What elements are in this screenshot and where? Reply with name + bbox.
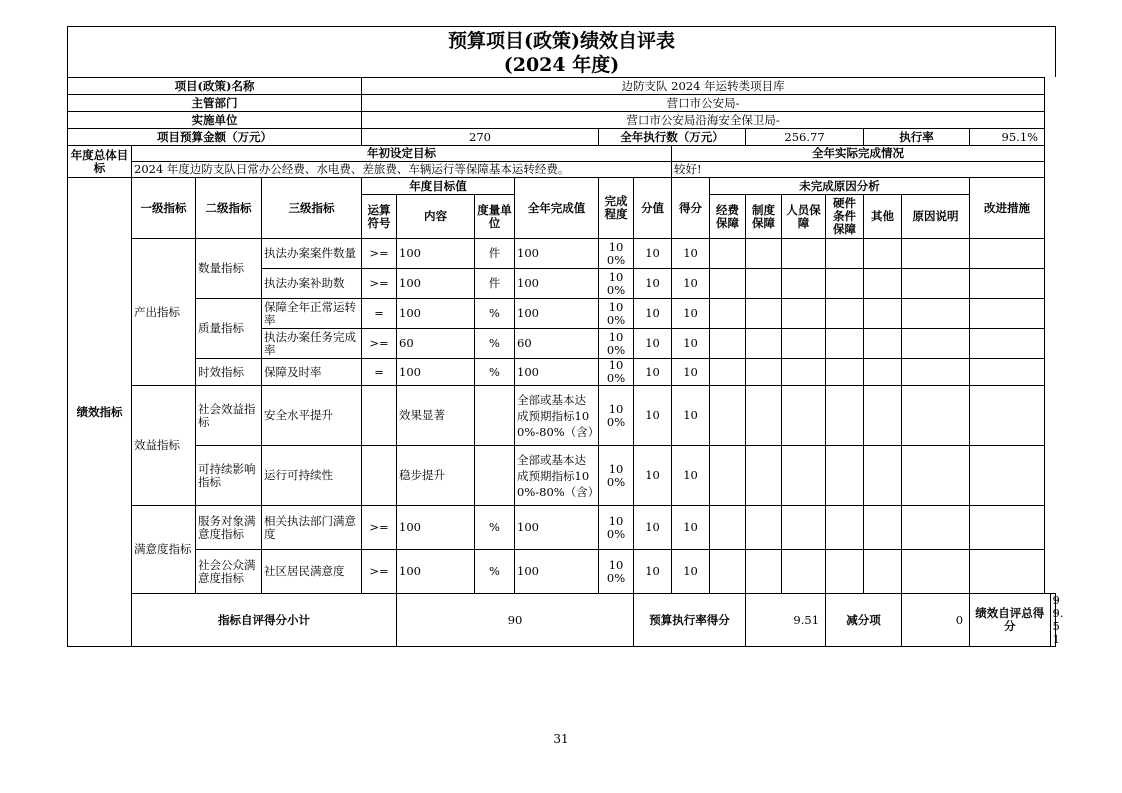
page-number: 31 — [553, 732, 569, 746]
degree-cell: 100% — [599, 239, 634, 269]
operator-header: 运算符号 — [362, 195, 397, 239]
score-value-cell: 10 — [634, 359, 672, 386]
table-row — [68, 386, 1056, 446]
content-cell: 100 — [397, 299, 475, 329]
score-value-cell: 10 — [634, 506, 672, 550]
table-row — [68, 550, 1056, 594]
degree-cell: 100% — [599, 386, 634, 446]
score-value-cell: 10 — [634, 299, 672, 329]
project-name-label: 项目(政策)名称 — [68, 78, 362, 95]
unit-value: 营口市公安局沿海安全保卫局- — [362, 112, 1045, 129]
operator-cell: >= — [362, 550, 397, 594]
output-indicator-group: 产出指标 — [132, 239, 196, 386]
operator-cell: >= — [362, 506, 397, 550]
annual-goal-label: 年度总体目标 — [68, 146, 132, 178]
unit-cell: % — [475, 550, 515, 594]
operator-cell — [362, 446, 397, 506]
score-cell: 10 — [672, 359, 710, 386]
sustainability-group: 可持续影响指标 — [196, 446, 262, 506]
table-row — [68, 506, 1056, 550]
quality-indicator-group: 质量指标 — [196, 299, 262, 359]
unit-cell: % — [475, 329, 515, 359]
actual-cell: 100 — [515, 239, 599, 269]
subtotal-label: 指标自评得分小计 — [132, 594, 397, 647]
content-cell: 100 — [397, 359, 475, 386]
initial-goal-text: 2024 年度边防支队日常办公经费、水电费、差旅费、车辆运行等保障基本运转经费。 — [132, 162, 672, 178]
rate-label: 执行率 — [864, 129, 970, 146]
reason-funds-header: 经费保障 — [710, 195, 746, 239]
actual-cell: 全部或基本达成预期指标100%-80%（含） — [515, 446, 599, 506]
level3-cell: 保障全年正常运转率 — [262, 299, 362, 329]
score-value-cell: 10 — [634, 446, 672, 506]
degree-cell: 100% — [599, 359, 634, 386]
content-cell: 100 — [397, 239, 475, 269]
actual-cell: 100 — [515, 550, 599, 594]
unit-header: 度量单位 — [475, 195, 515, 239]
reason-system-header: 制度保障 — [746, 195, 782, 239]
unit-cell: 件 — [475, 269, 515, 299]
exec-label: 全年执行数（万元） — [599, 129, 746, 146]
score-cell: 10 — [672, 299, 710, 329]
dept-value: 营口市公安局- — [362, 95, 1045, 112]
unit-cell — [475, 386, 515, 446]
initial-goal-header: 年初设定目标 — [132, 146, 672, 162]
level3-cell: 保障及时率 — [262, 359, 362, 386]
actual-cell: 全部或基本达成预期指标100%-80%（含） — [515, 386, 599, 446]
title-line-1: 预算项目(政策)绩效自评表 — [448, 30, 675, 52]
level3-cell: 运行可持续性 — [262, 446, 362, 506]
score-value-cell: 10 — [634, 239, 672, 269]
level3-cell: 执法办案补助数 — [262, 269, 362, 299]
timeliness-indicator-group: 时效指标 — [196, 359, 262, 386]
operator-cell: = — [362, 299, 397, 329]
content-cell: 效果显著 — [397, 386, 475, 446]
sheet-title — [67, 26, 1056, 77]
level1-header: 一级指标 — [132, 178, 196, 239]
score-value-cell: 10 — [634, 329, 672, 359]
level3-cell: 执法办案任务完成率 — [262, 329, 362, 359]
score-cell: 10 — [672, 550, 710, 594]
total-score-value: 99.51 — [1050, 594, 1055, 647]
table-row — [68, 299, 1056, 329]
level3-cell: 安全水平提升 — [262, 386, 362, 446]
actual-cell: 60 — [515, 329, 599, 359]
score-value-cell: 10 — [634, 550, 672, 594]
goals-text-row — [68, 162, 1056, 178]
operator-cell: >= — [362, 329, 397, 359]
content-cell: 100 — [397, 550, 475, 594]
info-row-unit — [68, 112, 1056, 129]
actual-cell: 100 — [515, 299, 599, 329]
actual-cell: 100 — [515, 506, 599, 550]
info-row-budget — [68, 129, 1056, 146]
total-score-label: 绩效自评总得分 — [970, 594, 1051, 647]
score-cell: 10 — [672, 269, 710, 299]
satisfaction-indicator-group: 满意度指标 — [132, 506, 196, 594]
deduction-label: 减分项 — [826, 594, 902, 647]
operator-cell: = — [362, 359, 397, 386]
level2-header: 二级指标 — [196, 178, 262, 239]
performance-indicators-label: 绩效指标 — [68, 178, 132, 647]
service-satisfaction-group: 服务对象满意度指标 — [196, 506, 262, 550]
operator-cell — [362, 386, 397, 446]
score-value-header: 分值 — [634, 178, 672, 239]
target-value-header: 年度目标值 — [362, 178, 515, 195]
score-cell: 10 — [672, 329, 710, 359]
reason-other-header: 其他 — [864, 195, 902, 239]
footer-row — [68, 594, 1056, 647]
degree-cell: 100% — [599, 329, 634, 359]
subtotal-value: 90 — [397, 594, 634, 647]
reason-analysis-header: 未完成原因分析 — [710, 178, 970, 195]
content-header: 内容 — [397, 195, 475, 239]
unit-cell: 件 — [475, 239, 515, 269]
degree-header: 完成程度 — [599, 178, 634, 239]
goals-header-row — [68, 146, 1056, 162]
level3-cell: 社区居民满意度 — [262, 550, 362, 594]
level3-header: 三级指标 — [262, 178, 362, 239]
budget-value: 270 — [362, 129, 599, 146]
public-satisfaction-group: 社会公众满意度指标 — [196, 550, 262, 594]
budget-label: 项目预算金额（万元） — [68, 129, 362, 146]
degree-cell: 100% — [599, 299, 634, 329]
score-header: 得分 — [672, 178, 710, 239]
content-cell: 60 — [397, 329, 475, 359]
dept-label: 主管部门 — [68, 95, 362, 112]
level3-cell: 执法办案案件数量 — [262, 239, 362, 269]
unit-cell: % — [475, 506, 515, 550]
social-benefit-group: 社会效益指标 — [196, 386, 262, 446]
content-cell: 100 — [397, 269, 475, 299]
score-value-cell: 10 — [634, 269, 672, 299]
evaluation-sheet — [67, 26, 1064, 647]
info-row-dept — [68, 95, 1056, 112]
degree-cell: 100% — [599, 550, 634, 594]
unit-cell — [475, 446, 515, 506]
evaluation-table — [67, 77, 1064, 647]
exec-value: 256.77 — [746, 129, 864, 146]
content-cell: 100 — [397, 506, 475, 550]
rate-value: 95.1% — [970, 129, 1045, 146]
score-cell: 10 — [672, 386, 710, 446]
info-row-name — [68, 78, 1056, 95]
score-value-cell: 10 — [634, 386, 672, 446]
table-row — [68, 446, 1056, 506]
reason-staff-header: 人员保障 — [782, 195, 826, 239]
score-cell: 10 — [672, 239, 710, 269]
unit-label: 实施单位 — [68, 112, 362, 129]
project-name-value: 边防支队 2024 年运转类项目库 — [362, 78, 1045, 95]
table-row — [68, 359, 1056, 386]
table-row — [68, 239, 1056, 269]
operator-cell: >= — [362, 269, 397, 299]
unit-cell: % — [475, 359, 515, 386]
actual-value-header: 全年完成值 — [515, 178, 599, 239]
content-cell: 稳步提升 — [397, 446, 475, 506]
indicator-header-row-1 — [68, 178, 1056, 195]
benefit-indicator-group: 效益指标 — [132, 386, 196, 506]
budget-score-value: 9.51 — [746, 594, 826, 647]
actual-completion-text: 较好! — [672, 162, 1045, 178]
title-line-2: (2024 年度) — [503, 54, 620, 76]
score-cell: 10 — [672, 446, 710, 506]
degree-cell: 100% — [599, 269, 634, 299]
actual-cell: 100 — [515, 269, 599, 299]
improvement-header: 改进措施 — [970, 178, 1045, 239]
deduction-value: 0 — [902, 594, 970, 647]
operator-cell: >= — [362, 239, 397, 269]
level3-cell: 相关执法部门满意度 — [262, 506, 362, 550]
degree-cell: 100% — [599, 446, 634, 506]
quantity-indicator-group: 数量指标 — [196, 239, 262, 299]
budget-score-label: 预算执行率得分 — [634, 594, 746, 647]
actual-cell: 100 — [515, 359, 599, 386]
unit-cell: % — [475, 299, 515, 329]
degree-cell: 100% — [599, 506, 634, 550]
score-cell: 10 — [672, 506, 710, 550]
reason-explain-header: 原因说明 — [902, 195, 970, 239]
actual-completion-header: 全年实际完成情况 — [672, 146, 1045, 162]
reason-hardware-header: 硬件条件保障 — [826, 195, 864, 239]
